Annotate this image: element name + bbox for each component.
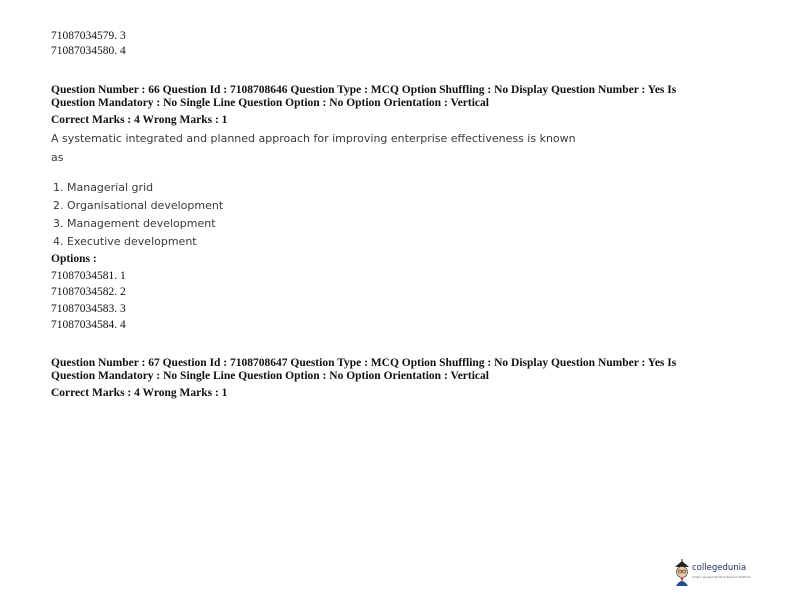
q66-header-line1: Question Number : 66 Question Id : 7108708646 Question Type : MCQ Option Shuffling : No Display Question Number : Yes Is [51, 84, 677, 96]
q66-options-label: Options : [51, 253, 97, 265]
q66-question-line1: A systematic integrated and planned approach for improving enterprise effectiveness is known [51, 132, 576, 145]
collegedunia-logo [672, 558, 762, 588]
prev-option-1: 71087034579. 3 [51, 30, 126, 42]
q66-choice-3: 3. Management development [53, 217, 216, 230]
logo-name: collegedunia [692, 563, 747, 573]
q66-choice-4: 4. Executive development [53, 235, 197, 248]
q66-choice-1: 1. Managerial grid [53, 181, 154, 194]
q66-option-id-2: 71087034582. 2 [51, 286, 126, 298]
q66-choice-2: 2. Organisational development [53, 199, 224, 212]
prev-option-2: 71087034580. 4 [51, 45, 126, 57]
q66-marks: Correct Marks : 4 Wrong Marks : 1 [51, 114, 228, 126]
q66-option-id-4: 71087034584. 4 [51, 319, 126, 331]
q66-header-line2: Question Mandatory : No Single Line Question Option : No Option Orientation : Vertical [51, 97, 489, 109]
logo-tagline: India's largest Student Review Platform [692, 575, 752, 579]
q67-header-line2: Question Mandatory : No Single Line Question Option : No Option Orientation : Vertical [51, 370, 489, 382]
q66-option-id-3: 71087034583. 3 [51, 303, 126, 315]
q67-marks: Correct Marks : 4 Wrong Marks : 1 [51, 387, 228, 399]
q66-question-line2: as [51, 151, 64, 164]
mascot-icon [672, 558, 692, 588]
q66-option-id-1: 71087034581. 1 [51, 270, 126, 282]
q67-header-line1: Question Number : 67 Question Id : 7108708647 Question Type : MCQ Option Shuffling : No Display Question Number : Yes Is [51, 357, 677, 369]
